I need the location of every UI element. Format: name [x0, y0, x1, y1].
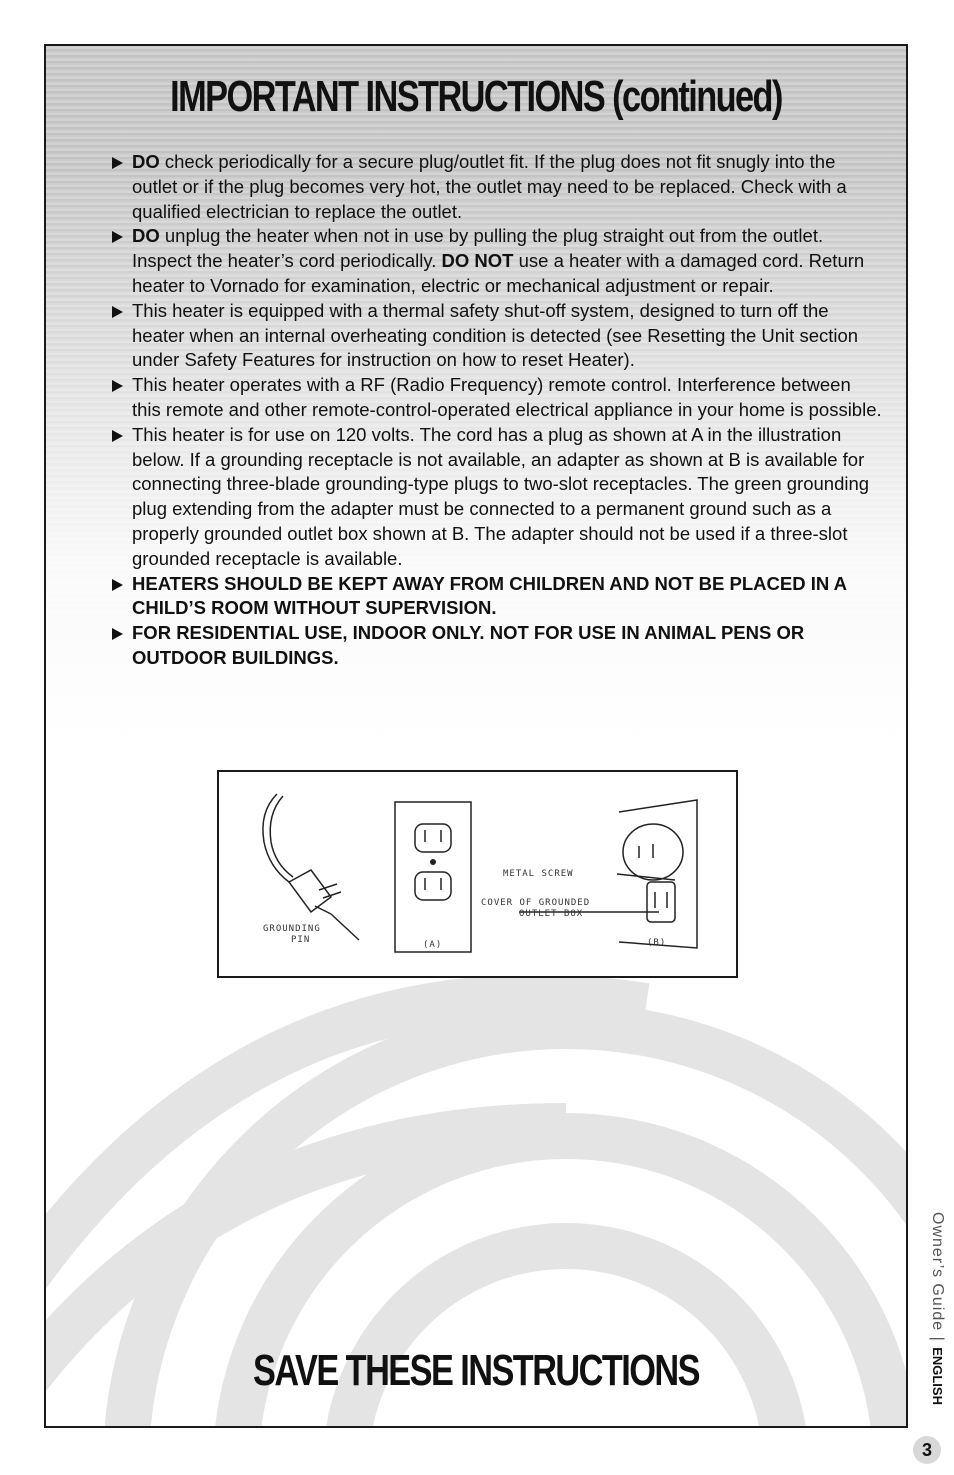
- item-text: FOR RESIDENTIAL USE, INDOOR ONLY. NOT FOR USE IN ANIMAL PENS OR OUTDOOR BUILDINGS.: [132, 622, 805, 668]
- list-item: [112, 621, 882, 671]
- owners-guide-label: Owner’s Guide: [929, 1212, 946, 1332]
- item-text: check periodically for a secure plug/outlet fit. If the plug does not fit snugly into the outlet or if the plug becomes very hot, the outlet may need to be replaced. Check with a qualified electrician to replace the outlet.: [132, 151, 847, 222]
- label-a: (A): [423, 940, 443, 950]
- bullet-arrow-icon: [112, 306, 123, 318]
- cover-label-1: COVER OF GROUNDED: [481, 898, 591, 908]
- grounding-pin-label-2: PIN: [291, 935, 311, 945]
- list-item: [112, 572, 882, 622]
- grounding-pin-label: GROUNDING: [263, 924, 321, 934]
- metal-screw-label: METAL SCREW: [503, 869, 574, 879]
- item-lead: DO: [132, 151, 160, 172]
- save-instructions-heading: SAVE THESE INSTRUCTIONS: [253, 1346, 699, 1395]
- item-text: unplug the heater when not in use by pulling the plug straight out from the outlet. Inspect the heater’s cord periodically.: [132, 225, 824, 272]
- list-item: [112, 224, 882, 298]
- footer-separator: |: [929, 1336, 946, 1342]
- label-b: (B): [647, 938, 667, 948]
- list-item: [112, 299, 882, 373]
- item-text: This heater is equipped with a thermal safety shut-off system, designed to turn off the heater when an internal overheating condition is detected (see Resetting the Unit section under Safety Features for instruction on how to reset Heater).: [132, 299, 859, 371]
- side-footer-text: [928, 1212, 946, 1405]
- bullet-arrow-icon: [112, 628, 123, 640]
- bullet-arrow-icon: [112, 380, 123, 392]
- item-text: This heater is for use on 120 volts. The cord has a plug as shown at A in the illustration below. If a grounding receptacle is not available, an adapter as shown at B is available for connecting three-blade grounding-type plugs to two-slot receptacles. The green grounding plug extending from the adapter must be connected to a permanent ground such as a properly grounded outlet box shown at B. The adapter should not be used if a three-slot grounded receptacle is available.: [132, 423, 870, 569]
- list-item: [112, 423, 882, 572]
- page-title: IMPORTANT INSTRUCTIONS (continued): [170, 72, 782, 121]
- item-text: use a heater with a damaged cord. Return heater to Vornado for examination, electric or mechanical adjustment or repair.: [132, 250, 865, 296]
- instructions-list: [112, 150, 882, 671]
- list-item: [112, 373, 882, 423]
- bullet-arrow-icon: [112, 430, 123, 442]
- item-lead: DO: [132, 225, 160, 247]
- side-footer: [918, 1212, 948, 1412]
- bullet-arrow-icon: [112, 157, 123, 169]
- bullet-arrow-icon: [112, 579, 123, 591]
- list-item: [112, 150, 882, 224]
- cover-label-2: OUTLET BOX: [519, 909, 584, 919]
- item-text: This heater operates with a RF (Radio Frequency) remote control. Interference between this remote and other remote-control-operated electrical appliance in your home is possible.: [132, 374, 882, 420]
- item-emphasis: DO NOT: [441, 250, 514, 272]
- item-text: HEATERS SHOULD BE KEPT AWAY FROM CHILDREN AND NOT BE PLACED IN A CHILD’S ROOM WITHOUT SUPERVISION.: [132, 572, 847, 619]
- plug-outlet-illustration: [217, 770, 738, 978]
- bullet-arrow-icon: [112, 231, 123, 243]
- instructions-panel: [44, 44, 908, 1428]
- language-label: ENGLISH: [930, 1347, 945, 1405]
- page-number: 3: [913, 1436, 941, 1464]
